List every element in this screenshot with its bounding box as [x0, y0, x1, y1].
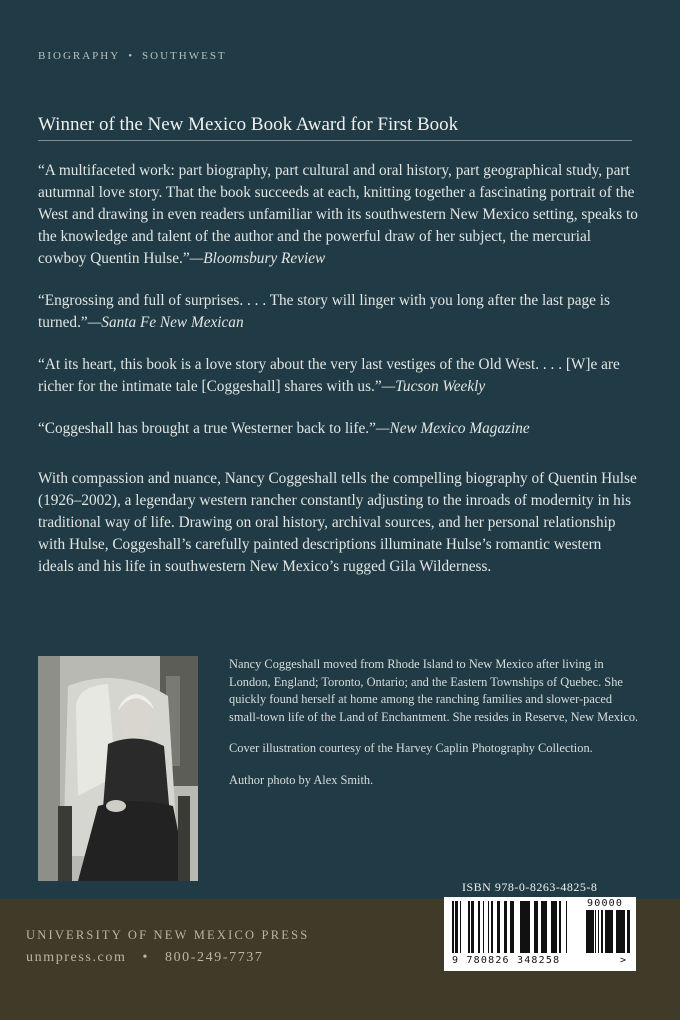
- barcode-bar: [512, 901, 514, 953]
- quote-bloomsbury: [38, 160, 638, 270]
- author-photo-illustration: [38, 656, 198, 881]
- barcode-bar: [595, 910, 596, 953]
- quote-santa-fe: [38, 290, 638, 334]
- barcode-bar: [587, 910, 589, 953]
- barcode: [444, 897, 636, 971]
- barcode-arrow: >: [620, 955, 628, 966]
- quote-text: “A multifaceted work: part biography, part cultural and oral history, part geographical study, part autumnal love story. That the book succeeds at each, knitting together a fascinating portrait of the West and drawing in even readers unfamiliar with its southwestern New Mexico setting, speaks to the knowledge and talent of the author and the powerful draw of her subject, the mercurial cowboy Quentin Hulse.”: [38, 162, 638, 267]
- contact-separator: •: [142, 950, 149, 965]
- barcode-bar: [524, 901, 527, 953]
- barcode-bar: [627, 910, 630, 953]
- barcode-bar: [586, 910, 587, 953]
- barcode-bar: [542, 901, 544, 953]
- barcode-bar: [457, 901, 458, 953]
- barcode-bar: [566, 901, 567, 953]
- barcode-bar: [556, 901, 557, 953]
- barcode-bar: [621, 910, 623, 953]
- publisher-website: unmpress.com: [26, 950, 127, 965]
- publisher-name: UNIVERSITY OF NEW MEXICO PRESS: [26, 928, 310, 942]
- barcode-bar: [601, 910, 603, 953]
- quote-text: “At its heart, this book is a love story about the very last vestiges of the Old West. . . . [W]e are richer for the intimate tale [Coggeshall] shares with us.”: [38, 356, 620, 395]
- barcode-bar: [544, 901, 546, 953]
- barcode-bar: [618, 910, 621, 953]
- barcode-bar: [491, 901, 492, 953]
- barcode-bar: [471, 901, 474, 953]
- award-heading: Winner of the New Mexico Book Award for First Book: [38, 114, 459, 135]
- barcode-addon-digits: 90000: [587, 898, 624, 909]
- barcode-bar: [606, 910, 608, 953]
- barcode-bar: [483, 901, 484, 953]
- barcode-bar: [510, 901, 512, 953]
- barcode-bar: [541, 901, 542, 953]
- barcode-bar: [623, 910, 625, 953]
- barcode-bar: [537, 901, 538, 953]
- category-line: [38, 50, 227, 62]
- quote-source: —Bloomsbury Review: [189, 250, 326, 267]
- category-separator: •: [128, 50, 135, 62]
- author-bio-block: [229, 656, 639, 803]
- barcode-bar: [455, 901, 457, 953]
- quote-tucson: [38, 354, 638, 398]
- quote-source: —Tucson Weekly: [381, 378, 486, 395]
- barcode-bar: [527, 901, 530, 953]
- publisher-phone: 800-249-7737: [164, 950, 264, 965]
- barcode-bar: [534, 901, 537, 953]
- barcode-bar: [608, 910, 611, 953]
- book-description: With compassion and nuance, Nancy Coggeshall tells the compelling biography of Quentin Hulse (1926–2002), a legendary western rancher constantly adjusting to the inroads of modernity in his traditional way of life. Drawing on oral history, archival sources, and her personal relationship with Hulse, Coggeshall’s carefully painted descriptions illuminate Hulse’s romantic western ideals and his life in southwestern New Mexico’s rugged Gila Wilderness.: [38, 470, 637, 575]
- barcode-bar: [546, 901, 547, 953]
- barcode-bar: [559, 901, 561, 953]
- cover-credit: Cover illustration courtesy of the Harvey Caplin Photography Collection.: [229, 741, 593, 755]
- barcode-bar: [488, 901, 489, 953]
- quote-nm-magazine: [38, 418, 638, 440]
- barcode-bar: [492, 901, 493, 953]
- barcode-bar: [460, 901, 461, 953]
- category-southwest: SOUTHWEST: [142, 50, 227, 62]
- barcode-bar: [551, 901, 554, 953]
- quote-source: —New Mexico Magazine: [375, 420, 530, 437]
- category-biography: BIOGRAPHY: [38, 50, 121, 62]
- publisher-contact: [26, 950, 264, 966]
- barcode-bar: [605, 910, 606, 953]
- quote-text: “Engrossing and full of surprises. . . . The story will linger with you long after the last page is turned.”: [38, 292, 610, 331]
- isbn: ISBN 978-0-8263-4825-8: [462, 880, 598, 894]
- barcode-bar: [468, 901, 470, 953]
- barcode-bar: [616, 910, 618, 953]
- barcode-bar: [478, 901, 480, 953]
- barcode-bar: [504, 901, 507, 953]
- review-quotes: [38, 160, 638, 460]
- photo-credit: Author photo by Alex Smith.: [229, 772, 374, 787]
- author-bio: Nancy Coggeshall moved from Rhode Island to New Mexico after living in London, England; Toronto, Ontario; and the Eastern Townships of Quebec. She quickly found herself at home among the ranching families and slower-paced small-town life of the Land of Enchantment. She resides in Reserve, New Mexico.: [229, 657, 639, 724]
- barcode-bar: [611, 910, 613, 953]
- author-photo: [38, 656, 198, 881]
- award-divider: [38, 140, 632, 141]
- quote-source: —Santa Fe New Mexican: [87, 314, 244, 331]
- barcode-bar: [591, 910, 594, 953]
- barcode-main-digits: 9 780826 348258: [452, 955, 561, 966]
- barcode-bar: [554, 901, 556, 953]
- barcode-bar: [589, 910, 591, 953]
- barcode-bar: [497, 901, 500, 953]
- barcode-bar: [452, 901, 454, 953]
- barcode-bar: [598, 910, 599, 953]
- barcode-bar: [521, 901, 524, 953]
- quote-text: “Coggeshall has brought a true Westerner back to life.”: [38, 420, 376, 437]
- barcode-bar: [520, 901, 521, 953]
